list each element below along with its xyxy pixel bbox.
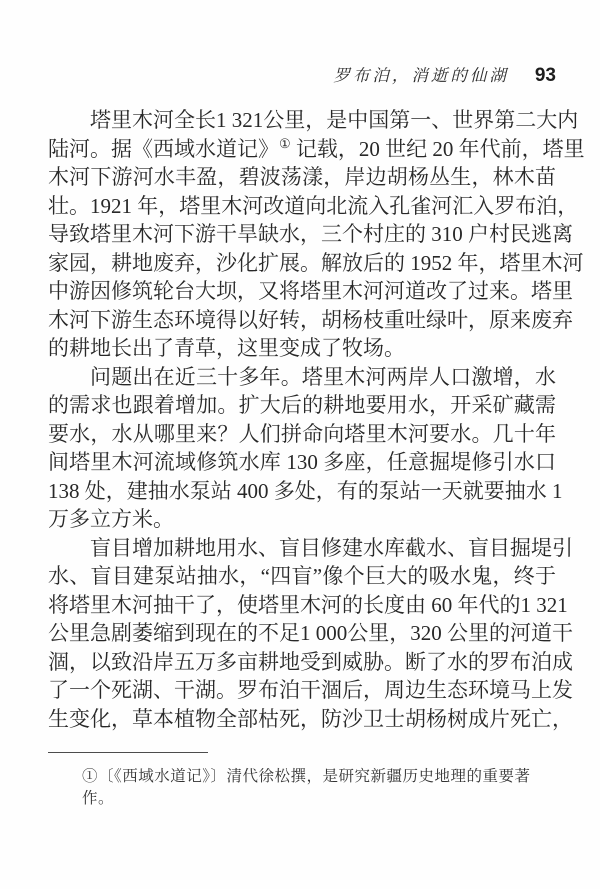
text-line: 间塔里木河流域修筑水库 130 多座，任意掘堤修引水口 <box>48 450 556 474</box>
text-line: 导致塔里木河下游干旱缺水，三个村庄的 310 户村民逃离 <box>48 222 573 246</box>
text-line: 的耕地长出了青草，这里变成了牧场。 <box>48 336 405 360</box>
footnote-divider <box>48 752 208 753</box>
footnote-area <box>48 752 556 810</box>
text-line: 中游因修筑轮台大坝，又将塔里木河河道改了过来。塔里 <box>48 279 573 303</box>
paragraph <box>48 106 585 363</box>
text-line: 木河下游生态环境得以好转，胡杨枝重吐绿叶，原来废弃 <box>48 307 573 332</box>
page-number: 93 <box>534 65 556 86</box>
text-line: 万多立方米。 <box>48 507 174 531</box>
text-line: 了一个死湖、干湖。罗布泊干涸后，周边生态环境马上发 <box>48 678 573 702</box>
page-header <box>48 62 556 87</box>
text-line: 家园，耕地废弃，沙化扩展。解放后的 1952 年，塔里木河 <box>48 250 584 275</box>
text-line: 盲目增加耕地用水、盲目修建水库截水、盲目掘堤引 <box>90 535 573 560</box>
text-line: 138 处，建抽水泵站 400 多处，有的泵站一天就要抽水 1 <box>48 478 563 503</box>
text-line: 陆河。据《西域水道记》① 记载，20 世纪 20 年代前，塔里 <box>48 135 585 161</box>
text-line: 壮。1921 年，塔里木河改道向北流入孔雀河汇入罗布泊， <box>48 193 579 218</box>
text-line: 要水，水从哪里来？人们拼命向塔里木河要水。几十年 <box>48 421 556 446</box>
footnote: ①〔《西域水道记》〕清代徐松撰，是研究新疆历史地理的重要著作。 <box>82 768 531 807</box>
text-line: 公里急剧萎缩到现在的不足1 000公里，320 公里的河道干 <box>48 621 573 645</box>
text-line: 木河下游河水丰盈，碧波荡漾，岸边胡杨丛生，林木苗 <box>48 165 556 189</box>
text-line: 水、盲目建泵站抽水，“四盲”像个巨大的吸水鬼，终于 <box>48 564 556 588</box>
paragraph <box>48 534 573 734</box>
body-text <box>48 106 585 733</box>
text-line: 问题出在近三十多年。塔里木河两岸人口激增，水 <box>90 364 556 389</box>
chapter-title: 罗布泊，消逝的仙湖 <box>333 66 509 85</box>
text-line: 塔里木河全长1 321公里，是中国第一、世界第二大内 <box>90 108 579 132</box>
text-line: 将塔里木河抽干了，使塔里木河的长度由 60 年代的1 321 <box>48 592 568 617</box>
footnote-marker: ① <box>279 135 291 151</box>
text-line: 的需求也跟着增加。扩大后的耕地要用水，开采矿藏需 <box>48 393 556 417</box>
text-line: 生变化，草本植物全部枯死，防沙卫士胡杨树成片死亡， <box>48 706 573 731</box>
text-line: 涸，以致沿岸五万多亩耕地受到威胁。断了水的罗布泊成 <box>48 649 573 674</box>
paragraph <box>48 363 563 534</box>
